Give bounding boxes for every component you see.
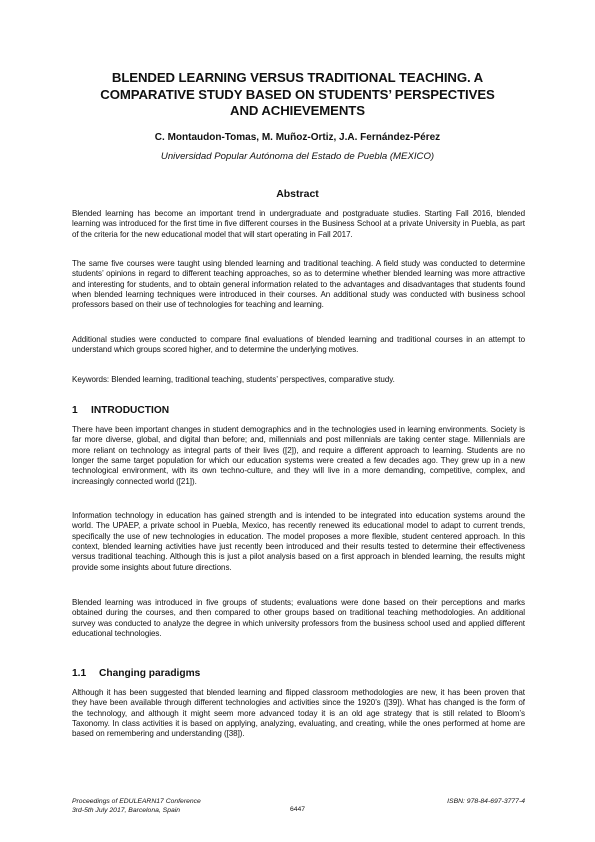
keywords	[72, 375, 525, 385]
intro-paragraph-2	[72, 511, 525, 573]
intro-paragraph-3	[72, 598, 525, 639]
title-line: AND ACHIEVEMENTS	[230, 103, 365, 118]
paragraph-text: There have been important changes in student demographics and in the technologies used in learning environments. Society is far more diverse, global, and digital than before; and, millennials and post millennials are taking center stage. Millennials are more reliant on technology as integral parts of their lives ([2]), and require a different approach to learning. Students are no longer the same target population for which our education systems were created a few decades ago. They grew up in a new technological environment, with its own techno-culture, and they will live in a more demanding, competitive, complex, and increasingly connected world ([21]).	[72, 425, 525, 486]
paper-title	[70, 70, 525, 120]
keywords-text: Keywords: Blended learning, traditional teaching, students’ perspectives, comparative study.	[72, 375, 395, 384]
proceedings-name: Proceedings of EDULEARN17 Conference	[72, 798, 201, 805]
section-title: INTRODUCTION	[91, 405, 170, 416]
paragraph-text: Additional studies were conducted to compare final evaluations of blended learning and traditional courses in an attempt to understand which groups scored higher, and to determine the underlying motives.	[72, 335, 525, 355]
title-line: COMPARATIVE STUDY BASED ON STUDENTS’ PERSPECTIVES	[100, 86, 495, 102]
abstract-paragraph-3	[72, 335, 525, 356]
isbn: ISBN: 978-84-697-3777-4	[447, 798, 525, 805]
paragraph-text: Blended learning has become an important trend in undergraduate and postgraduate studies. Starting Fall 2016, blended learning was introduced for the first time in five different courses in the Business School at a private University in Puebla, as part of the criteria for the new educational model that will start operating in Fall 2017.	[72, 209, 525, 239]
paragraph-text: Blended learning was introduced in five groups of students; evaluations were done based on their perceptions and marks obtained during the courses, and then compared to other groups based on traditional teaching methodologies. An additional survey was conducted to analyze the degree in which university professors from the business school used and applied different educational technologies.	[72, 598, 525, 639]
paragraph-text: The same five courses were taught using blended learning and traditional teaching. A field study was conducted to determine students’ opinions in regard to different teaching approaches, so as to determine whether blended learning was more attractive and interesting for students, and to obtain general information related to the advantages and disadvantages that students found when blended learning techniques were introduced in their courses. An additional study was conducted with business school professors based on their use of technologies for teaching and learning.	[72, 259, 525, 310]
subsection-paragraph-1	[72, 688, 525, 740]
subsection-title: Changing paradigms	[99, 668, 201, 679]
paragraph-text: Although it has been suggested that blended learning and flipped classroom methodologies are new, it has been proven that they have been available through different technologies and activities since the 1920’s ([39]). What has changed is the form of the technology, and although it might seem more advanced today it is an old age strategy that is still related to Bloom’s Taxonomy. In class activities it is based on applying, analyzing, evaluating, and creating, while the ones performed at home are based on remembering and understanding ([38]).	[72, 688, 525, 739]
section-number: 1	[72, 405, 78, 416]
abstract-paragraph-1	[72, 209, 525, 240]
paragraph-text: Information technology in education has gained strength and is intended to be integrated into education systems around the world. The UPAEP, a private school in Puebla, Mexico, has recently renewed its educational model to adapt to current trends, specifically the use of new technologies in education. The model proposes a more flexible, student centered approach. In this context, blended learning activities have just recently been introduced and their results tested to determine their effectiveness versus traditional teaching. Although this is just a pilot analysis based on a first approach in blended learning, the results might provide some insights about future directions.	[72, 511, 525, 572]
affiliation: Universidad Popular Autónoma del Estado de Puebla (MEXICO)	[160, 151, 435, 162]
subsection-number: 1.1	[72, 668, 87, 679]
page-number: 6447	[289, 806, 306, 813]
title-line: BLENDED LEARNING VERSUS TRADITIONAL TEACHING. A	[111, 70, 484, 85]
section-heading-introduction	[72, 405, 169, 417]
conference-dates: 3rd-5th July 2017, Barcelona, Spain	[72, 807, 181, 814]
intro-paragraph-1	[72, 425, 525, 487]
author-list: C. Montaudon-Tomas, M. Muñoz-Ortiz, J.A. Fernández-Pérez	[154, 132, 441, 143]
subsection-heading-changing-paradigms	[72, 668, 200, 680]
abstract-paragraph-2	[72, 259, 525, 311]
abstract-heading: Abstract	[276, 188, 319, 200]
